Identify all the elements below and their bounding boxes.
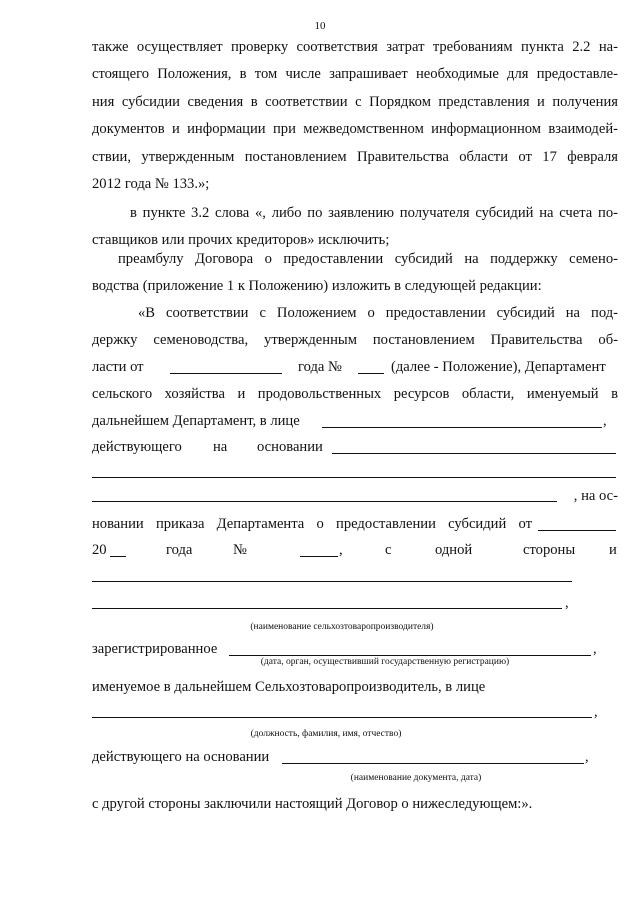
text-fragment: и xyxy=(609,542,617,558)
paragraph-line: сельского хозяйства и продовольственных ресурсов области, именуемый в xyxy=(92,386,618,402)
text-fragment: дальнейшем Департамент, в лице xyxy=(92,413,300,429)
text-fragment: года № xyxy=(298,359,342,375)
paragraph-line: ствии, утвержденным постановлением Правительства области от 17 февраля xyxy=(92,149,618,165)
blank-producer-line xyxy=(92,608,562,609)
paragraph-line: также осуществляет проверку соответствия затрат требованиям пункта 2.2 на- xyxy=(92,39,618,55)
paragraph-line: держку семеноводства, утвержденным постановлением Правительства об- xyxy=(92,332,618,348)
blank-document-line xyxy=(282,763,584,764)
blank-person-line xyxy=(92,717,592,718)
text-fragment: (далее - Положение), Департамент xyxy=(391,359,606,375)
text-fragment: с xyxy=(385,542,392,558)
text-fragment: , xyxy=(594,704,598,720)
caption-producer-name: (наименование сельхозтоваропроизводителя) xyxy=(250,622,434,632)
paragraph-line: преамбулу Договора о предоставлении субсидий на поддержку семено- xyxy=(118,251,618,267)
text-fragment: , xyxy=(339,542,343,558)
text-fragment: ласти от xyxy=(92,359,144,375)
text-fragment: стороны xyxy=(523,542,576,558)
paragraph-line: в пункте 3.2 слова «, либо по заявлению получателя субсидий на счета по- xyxy=(130,205,618,221)
paragraph-line: 2012 года № 133.»; xyxy=(92,176,210,192)
text-fragment: , xyxy=(603,413,607,429)
blank-date-line xyxy=(170,373,282,374)
text-fragment: действующего xyxy=(92,439,182,455)
blank-representative-line xyxy=(322,427,602,428)
paragraph-line: стоящего Положения, в том числе запрашивает необходимые для предоставле- xyxy=(92,66,618,82)
paragraph-line: «В соответствии с Положением о предоставлении субсидий на под- xyxy=(138,305,618,321)
text-fragment: , xyxy=(593,641,597,657)
blank-year-line xyxy=(110,556,126,557)
caption-document: (наименование документа, дата) xyxy=(350,773,482,783)
blank-order-date-line xyxy=(538,530,616,531)
paragraph-line: документов и информации при межведомственном информационном взаимодей- xyxy=(92,121,618,137)
blank-order-number-line xyxy=(300,556,338,557)
text-fragment: зарегистрированное xyxy=(92,641,218,657)
text-fragment: года xyxy=(166,542,193,558)
paragraph-line: ставщиков или прочих кредиторов» исключить; xyxy=(92,232,390,248)
text-fragment: , xyxy=(585,749,589,765)
blank-line xyxy=(92,501,557,502)
page-number: 10 xyxy=(314,20,326,32)
text-fragment: действующего на основании xyxy=(92,749,270,765)
paragraph-line: водства (приложение 1 к Положению) изложить в следующей редакции: xyxy=(92,278,542,294)
text-fragment: основании xyxy=(257,439,323,455)
text-fragment: на xyxy=(213,439,228,455)
text-fragment: № xyxy=(233,542,247,558)
text-fragment: новании приказа Департамента о предоставлении субсидий от xyxy=(92,516,532,532)
paragraph-line: ния субсидии сведения в соответствии с Порядком представления и получения xyxy=(92,94,618,110)
text-fragment: , на ос- xyxy=(573,488,618,504)
caption-position-name: (должность, фамилия, имя, отчество) xyxy=(250,729,402,739)
blank-line xyxy=(92,477,616,478)
text-fragment: одной xyxy=(435,542,473,558)
blank-registration-line xyxy=(229,655,591,656)
text-fragment: , xyxy=(565,595,569,611)
blank-basis-line xyxy=(332,453,616,454)
text-fragment: именуемое в дальнейшем Сельхозтоваропроизводитель, в лице xyxy=(92,679,486,695)
caption-registration: (дата, орган, осуществивший государственную регистрацию) xyxy=(260,657,510,667)
blank-number-line xyxy=(358,373,384,374)
blank-line xyxy=(92,581,572,582)
text-fragment: 20 xyxy=(92,542,107,558)
closing-line: с другой стороны заключили настоящий Договор о нижеследующем:». xyxy=(92,796,533,812)
